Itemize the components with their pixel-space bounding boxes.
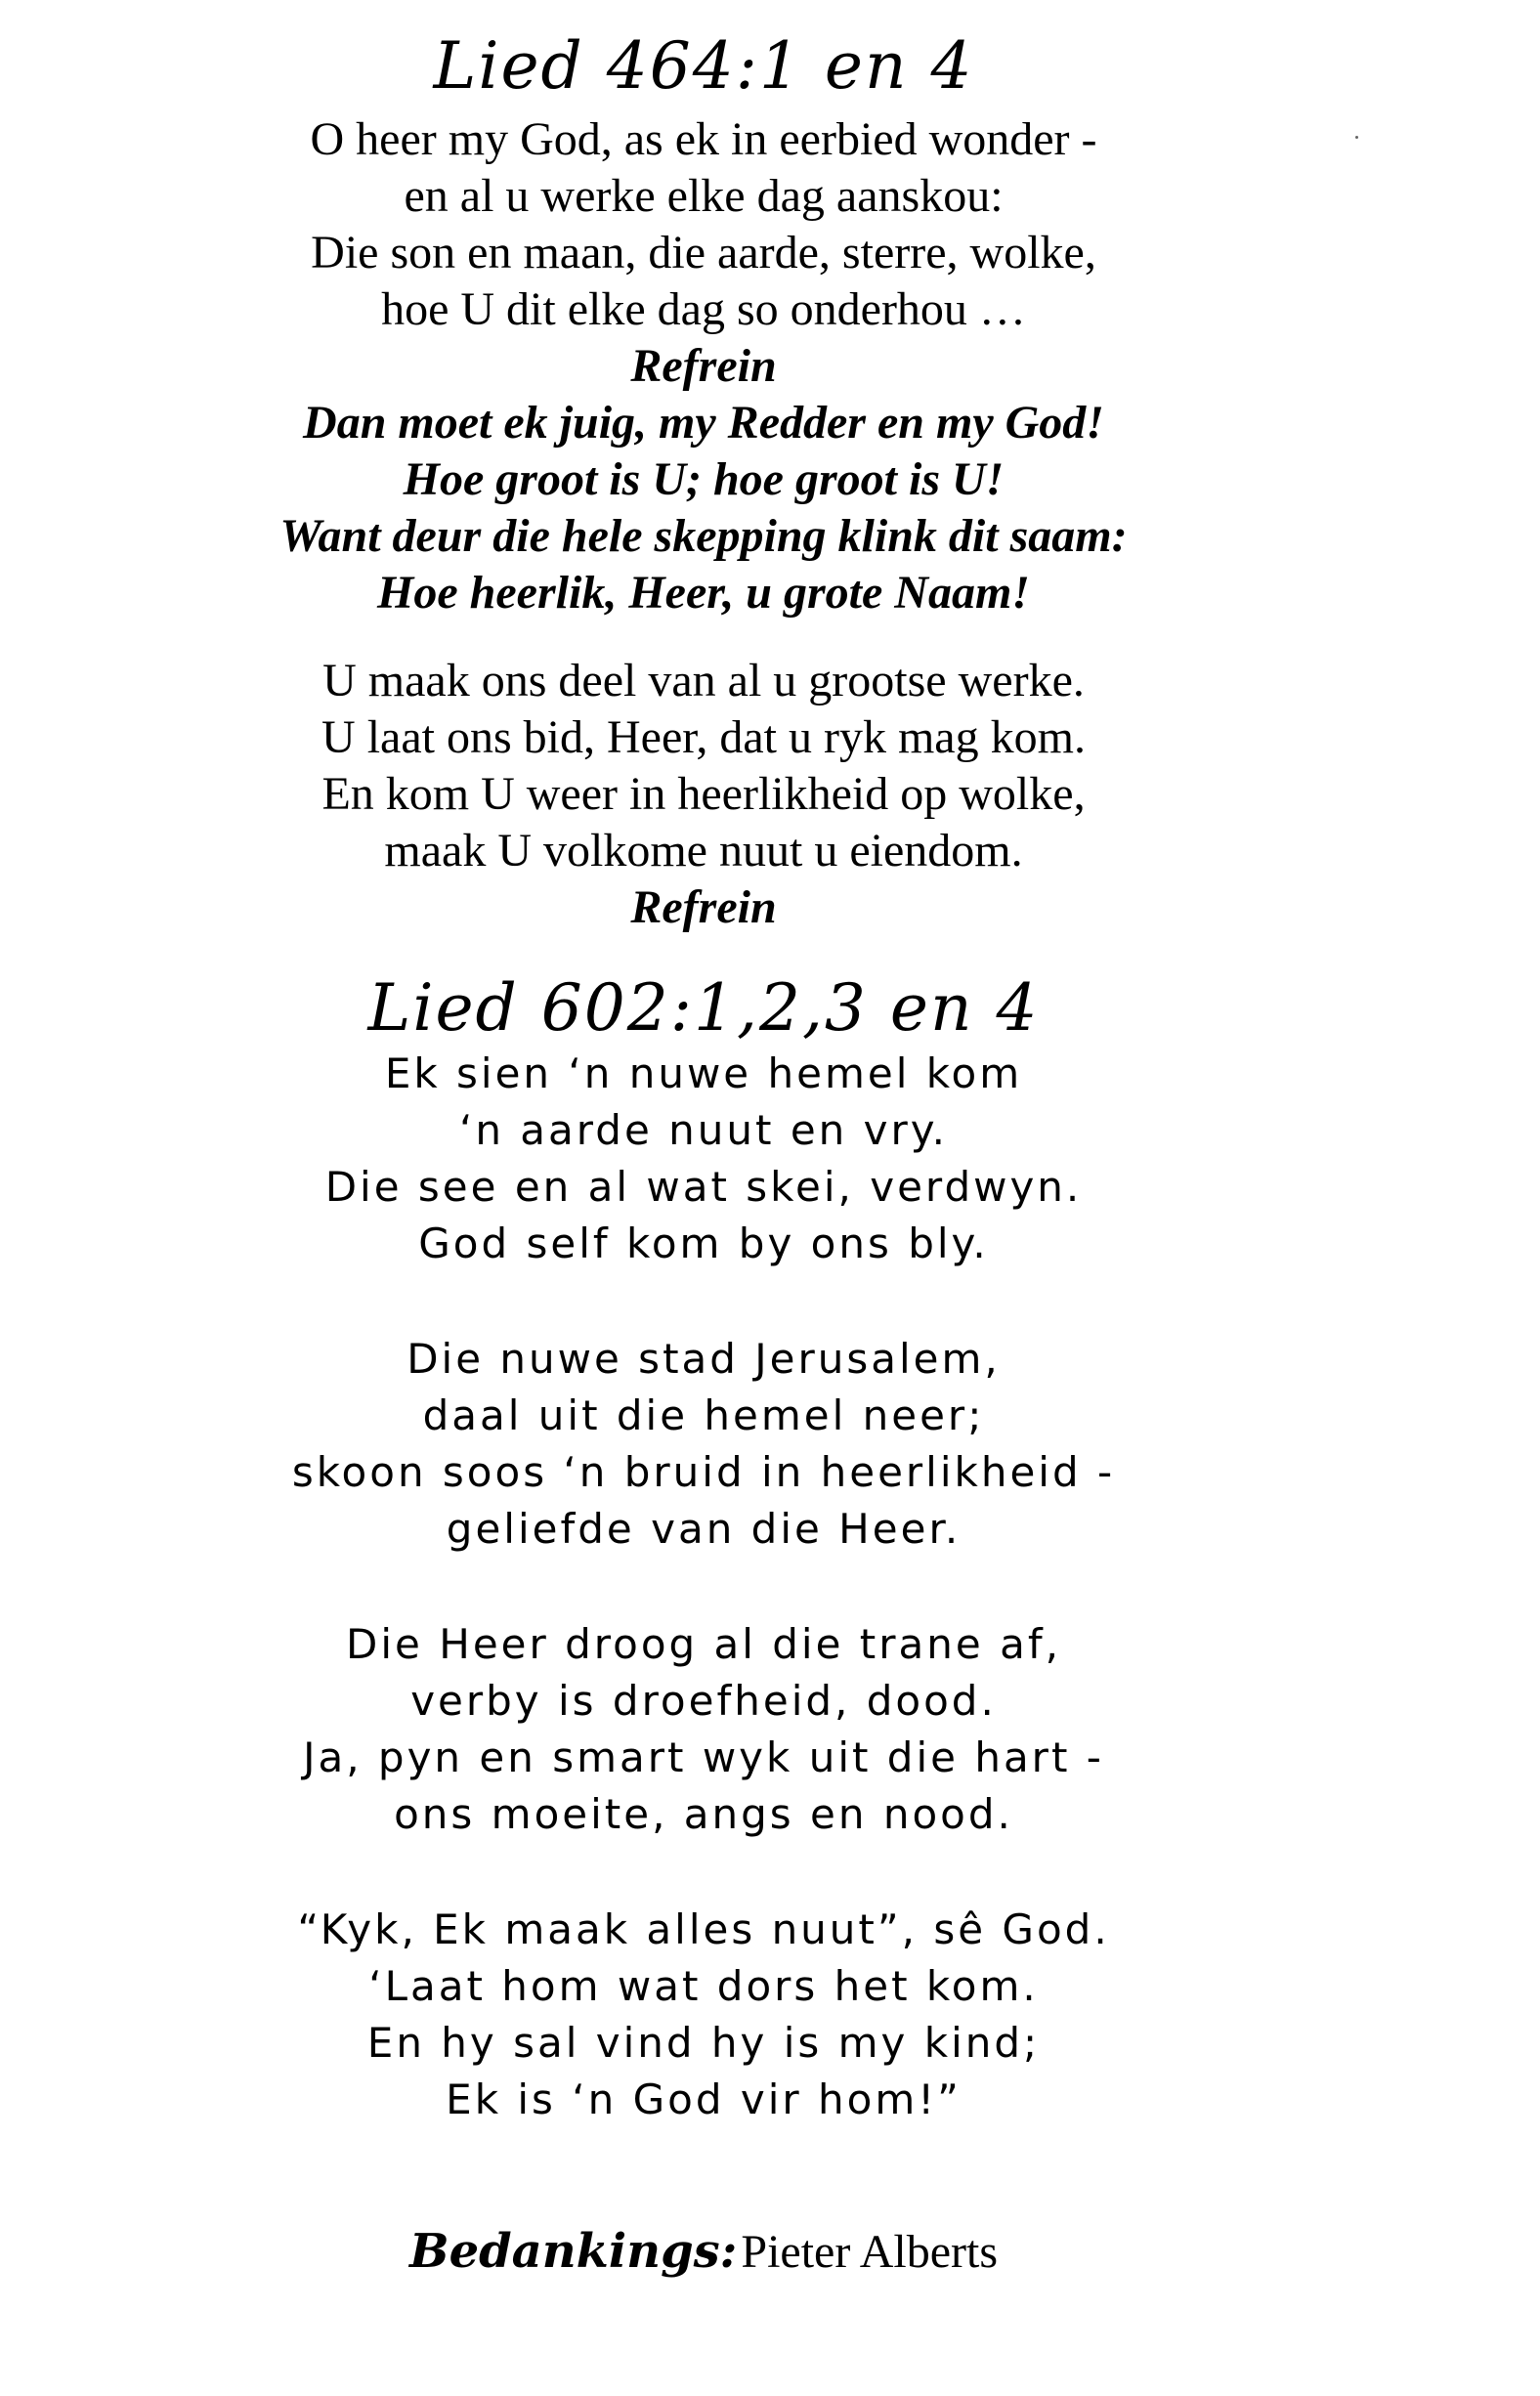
lyric-line: “Kyk, Ek maak alles nuut”, sê God.: [297, 1905, 1110, 1953]
acknowledgements: [0, 2224, 1407, 2279]
lyric-line: daal uit die hemel neer;: [422, 1391, 985, 1439]
lyric-line: ons moeite, angs en nood.: [394, 1790, 1013, 1838]
song-2-verse-2: [0, 1331, 1407, 1558]
lyric-line: U maak ons deel van al u grootse werke.: [322, 655, 1085, 706]
song-1-title: Lied 464:1 en 4: [433, 28, 974, 104]
lyric-line: U laat ons bid, Heer, dat u ryk mag kom.: [321, 711, 1086, 763]
lyric-line: Die see en al wat skei, verdwyn.: [324, 1163, 1083, 1211]
song-1-verse-4: [0, 653, 1407, 879]
lyric-line: en al u werke elke dag aanskou:: [404, 170, 1004, 222]
lyric-line: En kom U weer in heerlikheid op wolke,: [321, 768, 1086, 820]
lyric-line: ‘n aarde nuut en vry.: [458, 1106, 948, 1154]
song-2-verse-1: [0, 1046, 1407, 1272]
song-2-verse-3: [0, 1616, 1407, 1843]
lyric-line: Die Heer droog al die trane af,: [346, 1620, 1061, 1668]
lyric-line: geliefde van die Heer.: [446, 1505, 962, 1553]
acknowledgements-label: Bedankings:: [409, 2224, 738, 2279]
lyric-line: Die son en maan, die aarde, sterre, wolke,: [311, 227, 1096, 278]
refrain-line: Want deur die hele skepping klink dit saam:: [279, 510, 1128, 562]
song-1-verse-1: [0, 111, 1407, 338]
acknowledgements-name: Pieter Alberts: [741, 2226, 998, 2278]
refrain-line: Hoe heerlik, Heer, u grote Naam!: [377, 567, 1030, 619]
lyric-line: Ek sien ‘n nuwe hemel kom: [384, 1049, 1023, 1097]
lyric-line: Ja, pyn en smart wyk uit die hart -: [303, 1733, 1104, 1781]
lyric-line: maak U volkome nuut u eiendom.: [384, 825, 1023, 877]
lyric-line: verby is droefheid, dood.: [410, 1677, 997, 1725]
lyric-line: Die nuwe stad Jerusalem,: [406, 1335, 1001, 1383]
refrain-line: Hoe groot is U; hoe groot is U!: [403, 453, 1005, 505]
lyric-line: O heer my God, as ek in eerbied wonder -: [310, 113, 1097, 165]
lyric-line: hoe U dit elke dag so onderhou …: [381, 283, 1026, 335]
lyric-line: God self kom by ons bly.: [418, 1219, 989, 1267]
refrain-line: Dan moet ek juig, my Redder en my God!: [303, 397, 1104, 449]
song-2-title: Lied 602:1,2,3 en 4: [367, 970, 1040, 1046]
song-1-refrain-label-end: Refrein: [630, 881, 777, 933]
lyric-line: En hy sal vind hy is my kind;: [366, 2019, 1041, 2067]
song-2-verse-4: [0, 1902, 1407, 2128]
lyric-line: skoon soos ‘n bruid in heerlikheid -: [291, 1448, 1116, 1496]
refrain-label: Refrein: [630, 340, 777, 392]
lyric-line: Ek is ‘n God vir hom!”: [446, 2075, 962, 2123]
lyric-line: ‘Laat hom wat dors het kom.: [368, 1962, 1039, 2010]
song-1-refrain: [0, 338, 1407, 621]
